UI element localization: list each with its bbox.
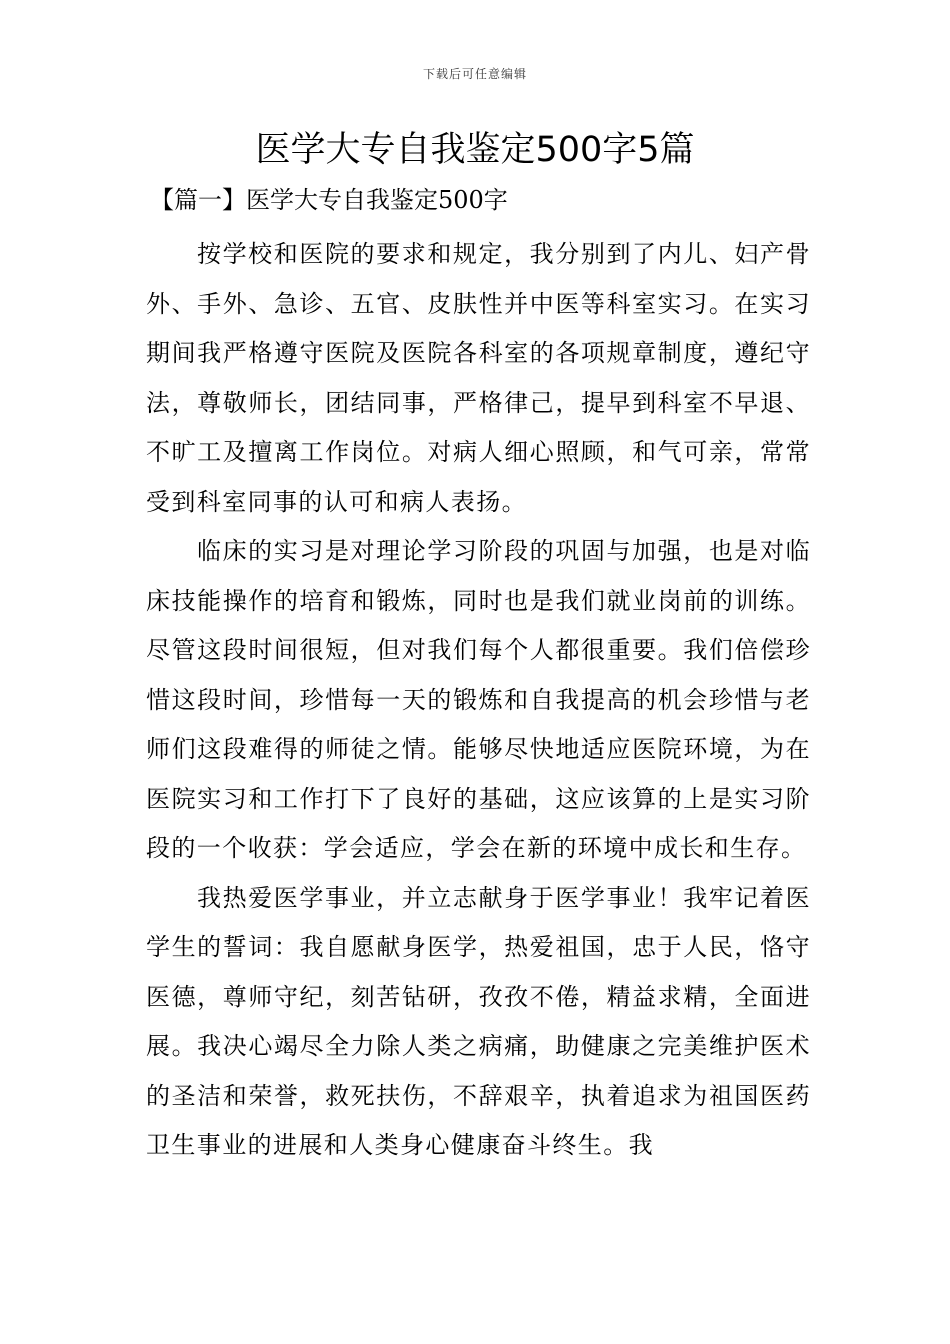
paragraph-2: 临床的实习是对理论学习阶段的巩固与加强，也是对临床技能操作的培育和锻炼，同时也是我们就业岗前的训练。尽管这段时间很短，但对我们每个人都很重要。我们倍偿珍惜这段时间，珍惜每一天的锻炼和自我提高的机会珍惜与老师们这段难得的师徒之情。能够尽快地适应医院环境，为在医院实习和工作打下了良好的基础，这应该算的上是实习阶段的一个收获：学会适应，学会在新的环境中成长和生存。 — [146, 537, 811, 862]
header-note: 下载后可任意编辑 — [422, 67, 527, 81]
paragraph-1: 按学校和医院的要求和规定，我分别到了内儿、妇产骨外、手外、急诊、五官、皮肤性并中医等科室实习。在实习期间我严格遵守医院及医院各科室的各项规章制度，遵纪守法，尊敬师长，团结同事，严格律己，提早到科室不早退、不旷工及擅离工作岗位。对病人细心照顾，和气可亲，常常受到科室同事的认可和病人表扬。 — [146, 240, 811, 516]
body-text — [146, 230, 811, 1171]
section-heading: 【篇一】医学大专自我鉴定500字 — [150, 186, 508, 214]
paragraph-3: 我热爱医学事业，并立志献身于医学事业！我牢记着医学生的誓词：我自愿献身医学，热爱祖国，忠于人民，恪守医德，尊师守纪，刻苦钻研，孜孜不倦，精益求精，全面进展。我决心竭尽全力除人类之病痛，助健康之完美维护医术的圣洁和荣誉，救死扶伤，不辞艰辛，执着追求为祖国医药卫生事业的进展和人类身心健康奋斗终生。我 — [146, 883, 811, 1159]
document-title: 医学大专自我鉴定500字5篇 — [255, 130, 695, 170]
